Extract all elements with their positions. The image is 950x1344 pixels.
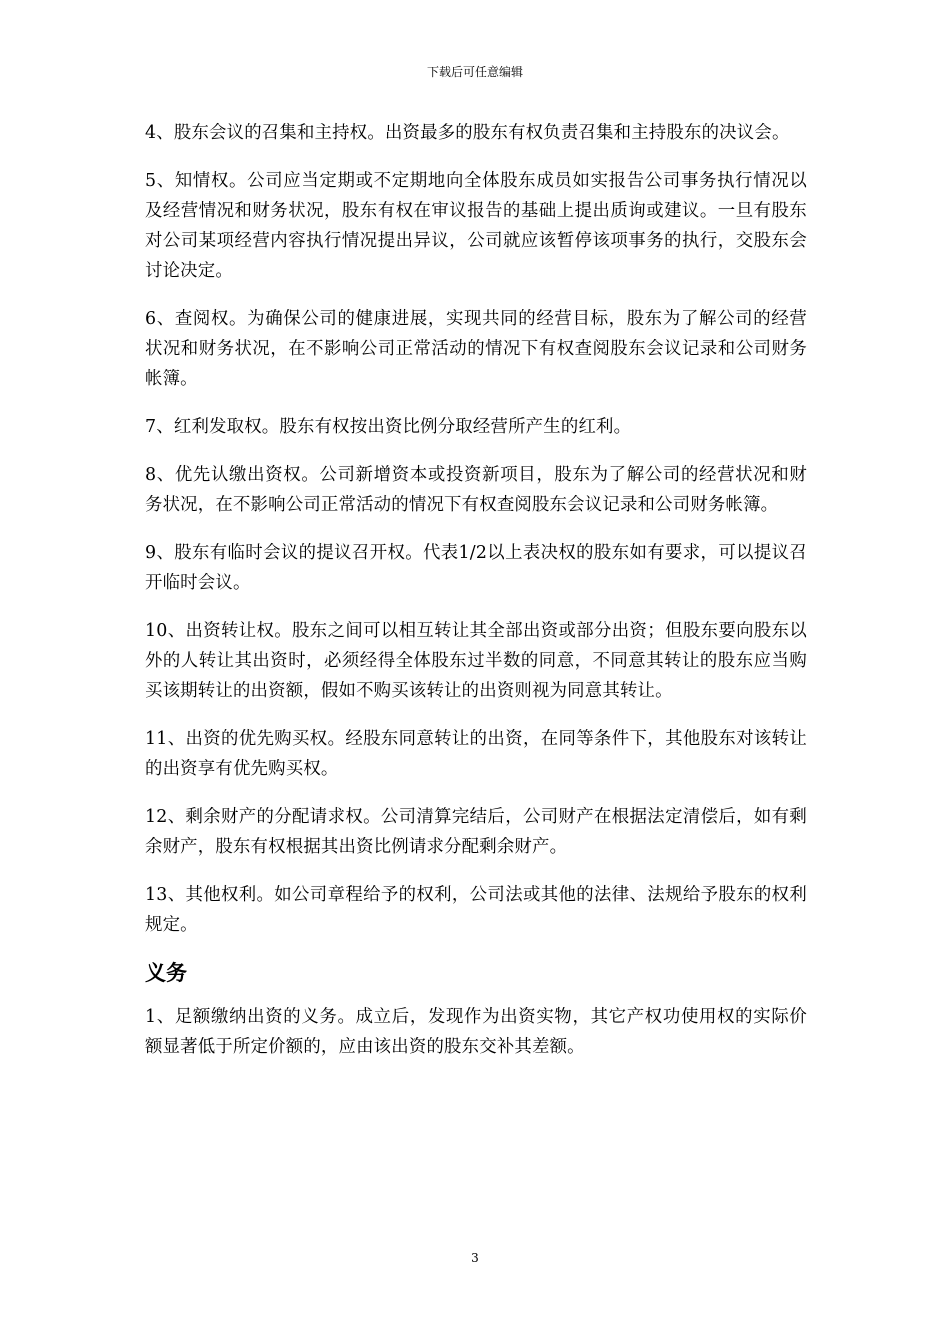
paragraph-right-12: 12、剩余财产的分配请求权。公司清算完结后，公司财产在根据法定清偿后，如有剩余财产，股东有权根据其出资比例请求分配剩余财产。 — [145, 807, 807, 857]
paragraph-right-8: 8、优先认缴出资权。公司新增资本或投资新项目，股东为了解公司的经营状况和财务状况，在不影响公司正常活动的情况下有权查阅股东会议记录和公司财务帐簿。 — [145, 465, 807, 515]
page-number: 3 — [471, 1251, 479, 1265]
section-heading-obligations: 义务 — [145, 961, 187, 985]
paragraph-right-5: 5、知情权。公司应当定期或不定期地向全体股东成员如实报告公司事务执行情况以及经营情况和财务状况，股东有权在审议报告的基础上提出质询或建议。一旦有股东对公司某项经营内容执行情况提出异议，公司就应该暂停该项事务的执行，交股东会讨论决定。 — [145, 171, 807, 281]
paragraph-obligation-1: 1、足额缴纳出资的义务。成立后，发现作为出资实物，其它产权功使用权的实际价额显著低于所定价额的，应由该出资的股东交补其差额。 — [145, 1007, 807, 1057]
page-header: 下载后可任意编辑 — [426, 65, 523, 79]
paragraph-right-4: 4、股东会议的召集和主持权。出资最多的股东有权负责召集和主持股东的决议会。 — [145, 123, 790, 143]
paragraph-right-11: 11、出资的优先购买权。经股东同意转让的出资，在同等条件下，其他股东对该转让的出资享有优先购买权。 — [145, 729, 807, 779]
paragraph-right-7: 7、红利发取权。股东有权按出资比例分取经营所产生的红利。 — [145, 417, 632, 437]
paragraph-right-13: 13、其他权利。如公司章程给予的权利，公司法或其他的法律、法规给予股东的权利规定。 — [145, 885, 807, 935]
paragraph-right-6: 6、查阅权。为确保公司的健康进展，实现共同的经营目标，股东为了解公司的经营状况和财务状况，在不影响公司正常活动的情况下有权查阅股东会议记录和公司财务帐簿。 — [145, 309, 807, 389]
paragraph-right-10: 10、出资转让权。股东之间可以相互转让其全部出资或部分出资；但股东要向股东以外的人转让其出资时，必须经得全体股东过半数的同意，不同意其转让的股东应当购买该期转让的出资额，假如不购买该转让的出资则视为同意其转让。 — [145, 621, 807, 701]
paragraph-right-9: 9、股东有临时会议的提议召开权。代表1/2以上表决权的股东如有要求，可以提议召开临时会议。 — [145, 543, 807, 593]
document-body — [145, 118, 807, 1080]
